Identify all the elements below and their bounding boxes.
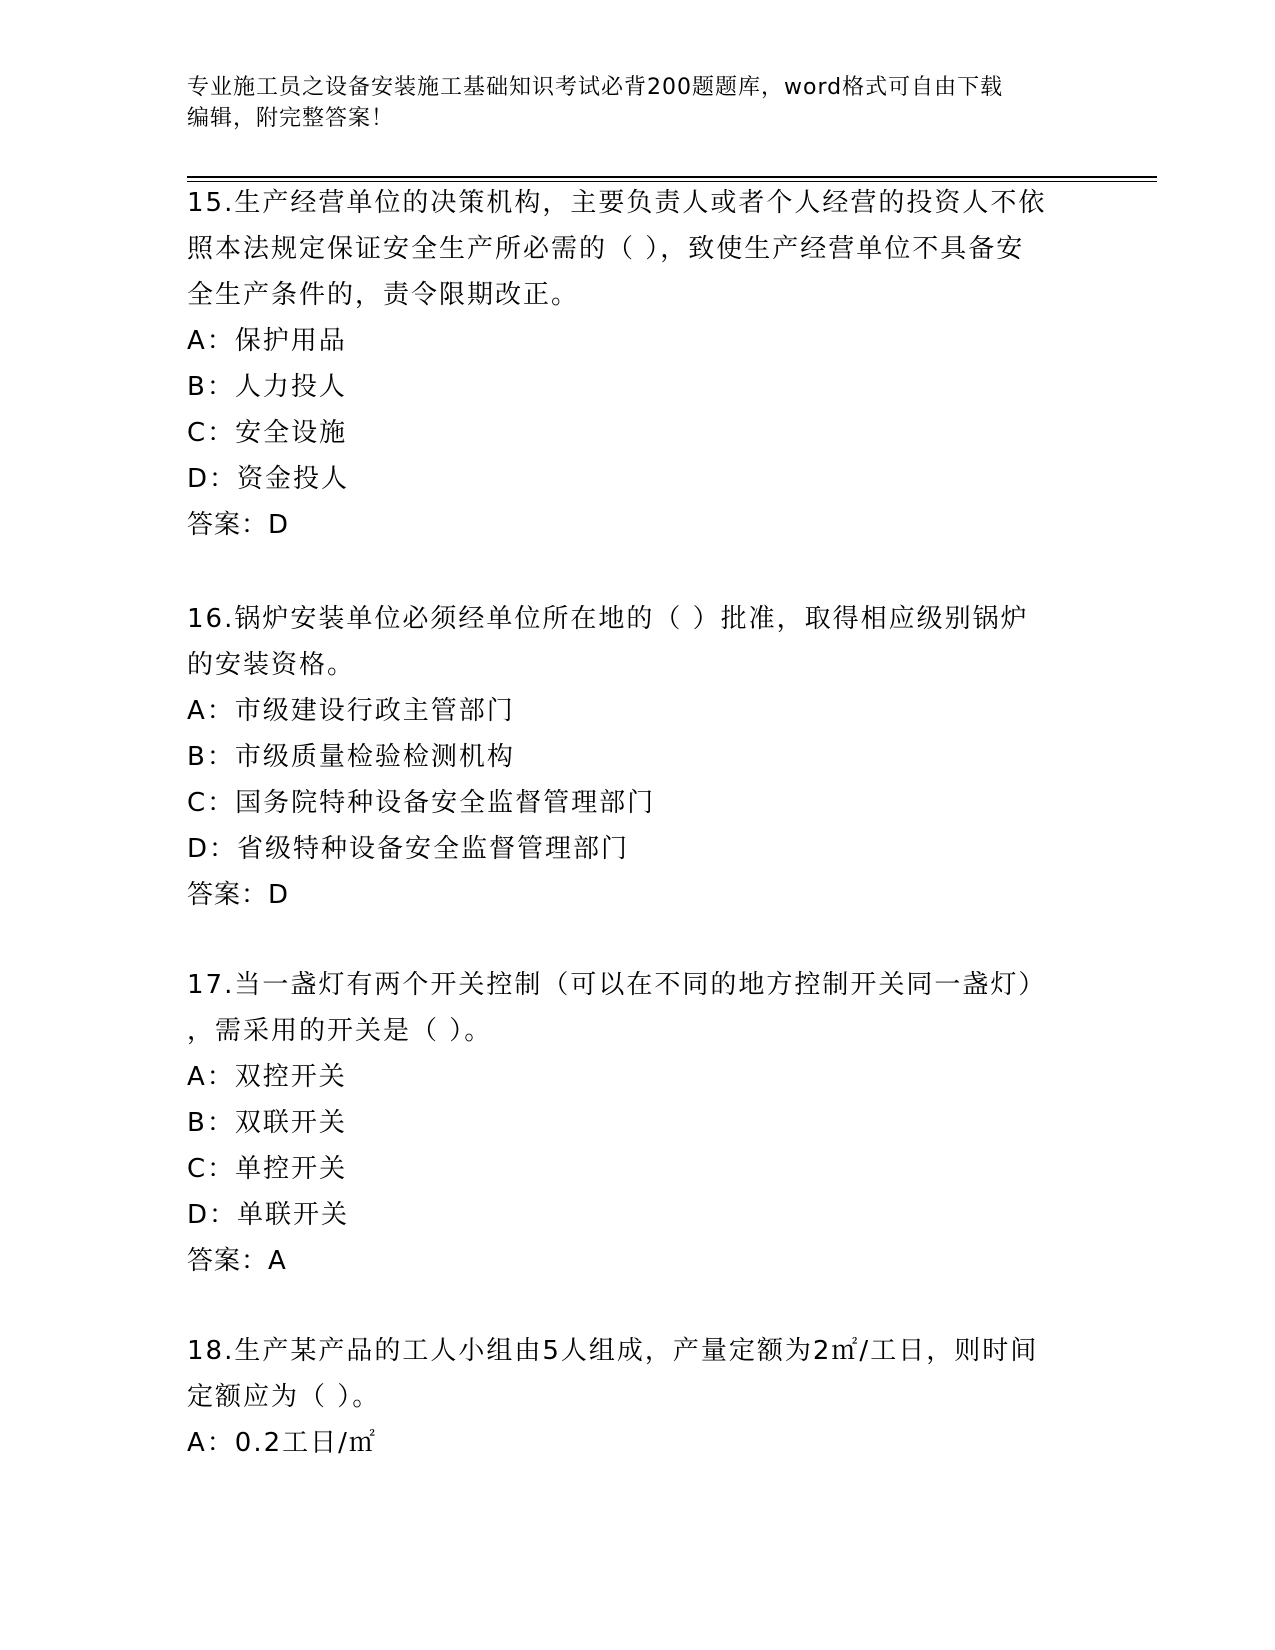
option-c: C：单控开关 xyxy=(187,1154,348,1184)
question-text-line: 15.生产经营单位的决策机构，主要负责人或者个人经营的投资人不依 xyxy=(187,188,1047,218)
question-text-line: 18.生产某产品的工人小组由5人组成，产量定额为2㎡/工日，则时间 xyxy=(187,1336,1039,1366)
question-text-line: 17.当一盏灯有两个开关控制（可以在不同的地方控制开关同一盏灯） xyxy=(187,970,1047,1000)
header-divider-thick xyxy=(187,176,1157,178)
option-a: A：保护用品 xyxy=(187,326,347,356)
option-b: B：双联开关 xyxy=(187,1108,347,1138)
header-line-1: 专业施工员之设备安装施工基础知识考试必背200题题库，word格式可自由下载 xyxy=(187,75,1004,100)
question-text-line: 16.锅炉安装单位必须经单位所在地的（ ）批准，取得相应级别锅炉 xyxy=(187,604,1029,634)
question-text-line: 全生产条件的，责令限期改正。 xyxy=(187,280,580,310)
question-15 xyxy=(187,180,1087,548)
question-16 xyxy=(187,596,1087,918)
question-text-line: 定额应为（ ）。 xyxy=(187,1382,381,1412)
question-17 xyxy=(187,962,1087,1284)
question-18 xyxy=(187,1328,1087,1466)
answer-label: 答案：A xyxy=(187,1246,287,1276)
option-a: A：0.2工日/㎡ xyxy=(187,1428,377,1458)
option-b: B：市级质量检验检测机构 xyxy=(187,742,515,772)
document-header xyxy=(187,72,1067,134)
option-d: D：资金投人 xyxy=(187,464,350,494)
question-text-line: 照本法规定保证安全生产所必需的（ ），致使生产经营单位不具备安 xyxy=(187,234,1025,264)
option-d: D：省级特种设备安全监督管理部门 xyxy=(187,834,630,864)
option-d: D：单联开关 xyxy=(187,1200,350,1230)
option-a: A：双控开关 xyxy=(187,1062,347,1092)
answer-label: 答案：D xyxy=(187,880,290,910)
option-b: B：人力投人 xyxy=(187,372,347,402)
option-c: C：安全设施 xyxy=(187,418,348,448)
answer-label: 答案：D xyxy=(187,510,290,540)
option-a: A：市级建设行政主管部门 xyxy=(187,696,515,726)
question-text-line: 的安装资格。 xyxy=(187,650,356,680)
option-c: C：国务院特种设备安全监督管理部门 xyxy=(187,788,656,818)
header-line-2: 编辑，附完整答案！ xyxy=(187,106,395,131)
question-text-line: ，需采用的开关是（ ）。 xyxy=(187,1016,493,1046)
